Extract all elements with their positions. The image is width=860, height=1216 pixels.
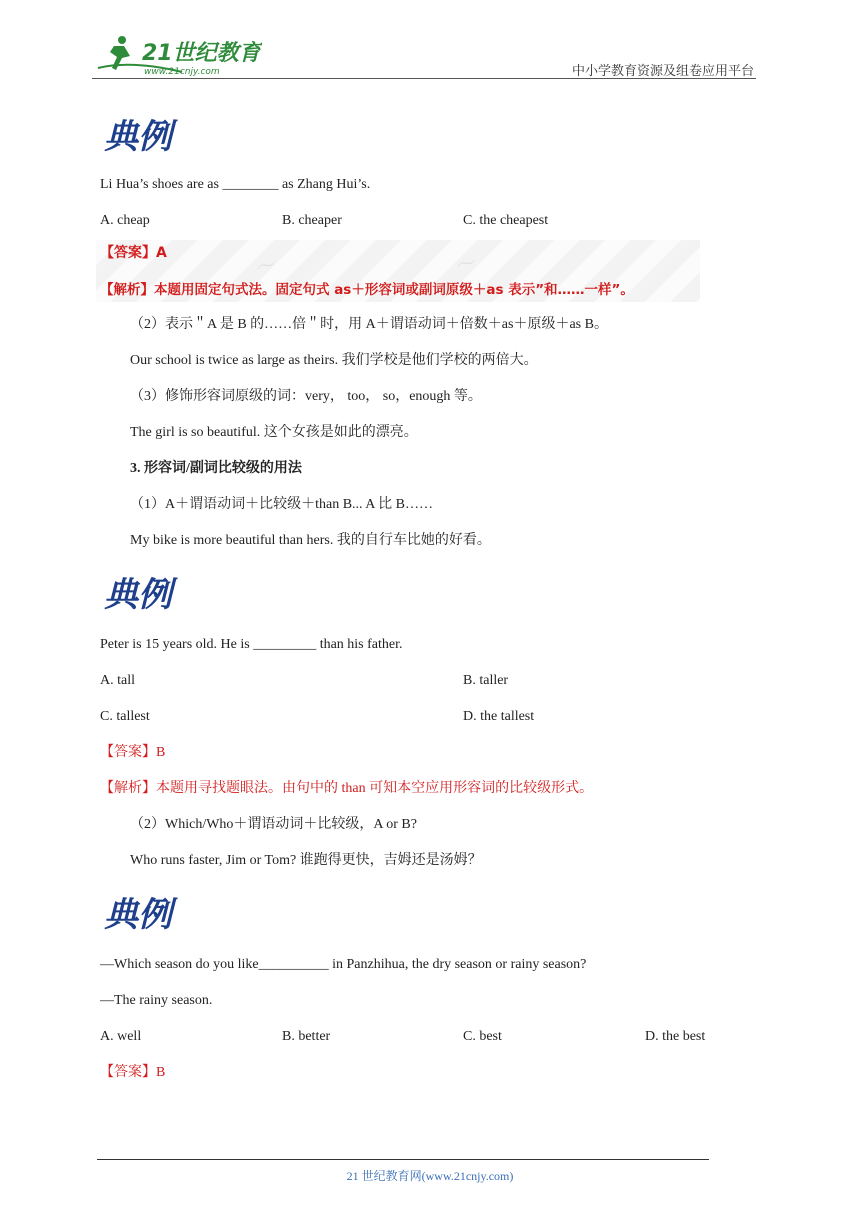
example1-option-c: C. the cheapest [463, 213, 549, 228]
watermark-mark: 〜 [253, 251, 280, 281]
watermark-mark: 〜 [453, 249, 480, 279]
rule-comparative-2-example: Who runs faster, Jim or Tom? 谁跑得更快，吉姆还是汤姆？ [130, 853, 482, 868]
logo-title: 21世纪教育 [142, 41, 261, 66]
example2-option-a: A. tall [100, 673, 135, 688]
rule-modifiers-example: The girl is so beautiful. 这个女孩是如此的漂亮。 [130, 425, 418, 440]
answer-analysis-banner [96, 240, 700, 302]
logo-url: www.21cnjy.com [144, 67, 220, 77]
example-stamp-icon [102, 566, 186, 616]
example3-question: —Which season do you like__________ in Panzhihua, the dry season or rainy season? [100, 957, 587, 972]
example1-analysis: 【解析】本题用固定句式法。固定句式 as＋形容词或副词原级＋as 表示”和……一样”。 [100, 282, 634, 298]
rule-comparative-1: （1）A＋谓语动词＋比较级＋than B... A 比 B…… [130, 497, 433, 512]
example3-option-c: C. best [463, 1029, 502, 1044]
example-stamp-icon [102, 108, 186, 158]
example2-question: Peter is 15 years old. He is _________ than his father. [100, 637, 403, 652]
example2-option-b: B. taller [463, 673, 509, 688]
example1-question: Li Hua’s shoes are as ________ as Zhang Hui’s. [100, 177, 371, 192]
example2-analysis: 【解析】本题用寻找题眼法。由句中的 than 可知本空应用形容词的比较级形式。 [100, 781, 594, 796]
example3-answer: 【答案】B [100, 1065, 166, 1080]
footer-link[interactable]: 21 世纪教育网(www.21cnjy.com) [346, 1169, 514, 1183]
footer-divider [97, 1159, 709, 1160]
example2-option-c: C. tallest [100, 709, 150, 724]
example2-answer: 【答案】B [100, 745, 166, 760]
header-platform-text: 中小学教育资源及组卷应用平台 [571, 63, 754, 78]
section-3-heading: 3. 形容词/副词比较级的用法 [130, 461, 302, 476]
rule-times: （2）表示＂A 是 B 的……倍＂时，用 A＋谓语动词＋倍数＋as＋原级＋as B。 [130, 317, 608, 332]
example3-reply: —The rainy season. [100, 993, 213, 1008]
stamp-label: 典例 [104, 575, 172, 615]
logo-graphic [92, 30, 262, 78]
rule-comparative-2: （2）Which/Who＋谓语动词＋比较级，A or B? [130, 817, 417, 832]
example3-option-d: D. the best [645, 1029, 706, 1044]
example1-answer: 【答案】A [100, 245, 167, 261]
rule-comparative-1-example: My bike is more beautiful than hers. 我的自行车比她的好看。 [130, 533, 491, 548]
example2-option-d: D. the tallest [463, 709, 535, 724]
example3-option-a: A. well [100, 1029, 142, 1044]
stamp-label: 典例 [104, 895, 172, 935]
header-divider [92, 78, 756, 79]
example1-option-b: B. cheaper [282, 213, 342, 228]
stamp-label: 典例 [104, 117, 172, 157]
site-logo [92, 30, 262, 78]
example3-option-b: B. better [282, 1029, 331, 1044]
example1-option-a: A. cheap [100, 213, 150, 228]
example-stamp-icon [102, 886, 186, 936]
rule-times-example: Our school is twice as large as theirs. 我们学校是他们学校的两倍大。 [130, 353, 538, 368]
rule-modifiers: （3）修饰形容词原级的词：very， too， so，enough 等。 [130, 389, 482, 404]
